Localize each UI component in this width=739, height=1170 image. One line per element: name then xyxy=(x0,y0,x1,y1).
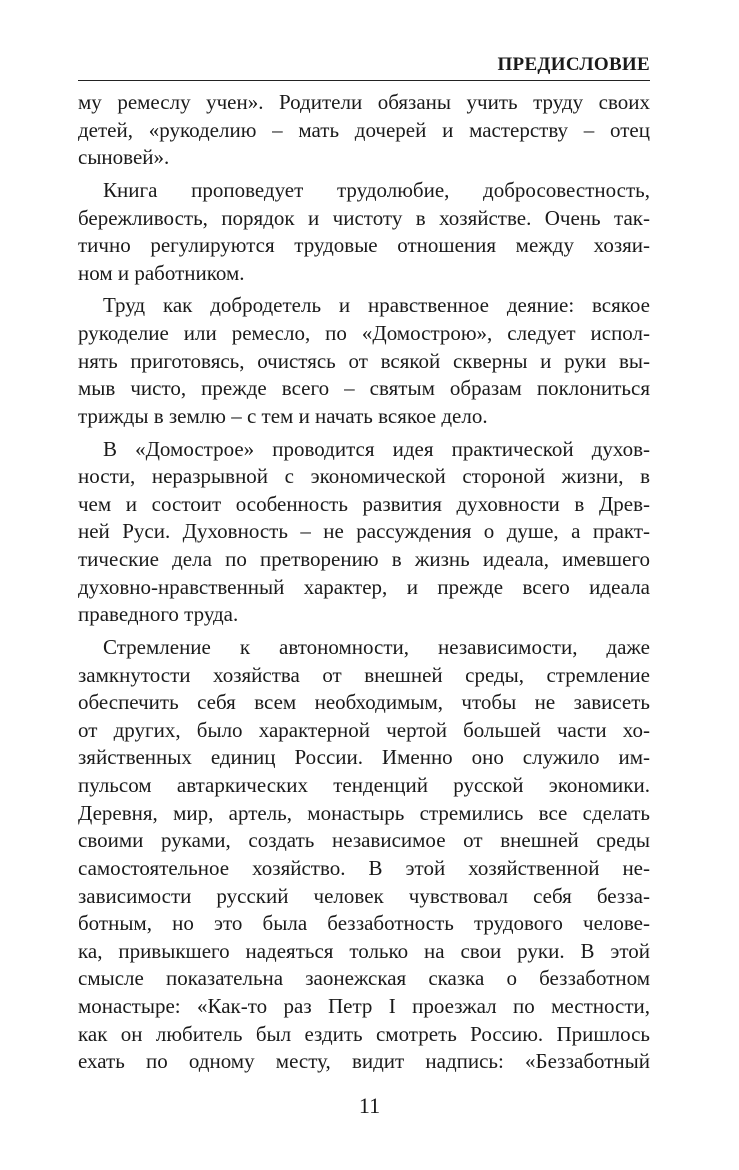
text-line: Книга проповедует трудолюбие, добросовестность, xyxy=(103,177,650,202)
text-line: зависимости русский человек чувствовал себя безза- xyxy=(78,883,650,908)
paragraph xyxy=(78,89,650,172)
text-line: как он любитель был ездить смотреть Россию. Пришлось xyxy=(78,1021,650,1046)
text-line: Деревня, мир, артель, монастырь стремились все сделать xyxy=(78,800,650,825)
text-line: детей, «рукоделию – мать дочерей и мастерству – отец xyxy=(78,117,650,142)
text-line: В «Домострое» проводится идея практической духов- xyxy=(103,436,650,461)
text-line: тично регулируются трудовые отношения между хозяи- xyxy=(78,233,650,258)
paragraph xyxy=(78,177,650,288)
text-line: от других, было характерной чертой большей части хо- xyxy=(78,717,650,742)
running-head-title: ПРЕДИСЛОВИЕ xyxy=(497,54,650,75)
running-head xyxy=(78,50,650,81)
text-line: тические дела по претворению в жизнь идеала, имевшего xyxy=(78,547,650,571)
paragraph xyxy=(78,292,650,430)
text-line: сыновей». xyxy=(78,145,170,170)
text-line: пульсом автаркических тенденций русской экономики. xyxy=(78,773,650,797)
text-line: смысле показательна заонежская сказка о беззаботном xyxy=(78,966,650,991)
text-line: самостоятельное хозяйство. В этой хозяйственной не- xyxy=(78,855,650,880)
page-number: 11 xyxy=(358,1093,381,1118)
text-line: ехать по одному месту, видит надпись: «Беззаботный xyxy=(78,1049,650,1074)
text-line: ном и работником. xyxy=(78,260,245,285)
text-line: духовно-нравственный характер, и прежде всего идеала xyxy=(78,574,650,599)
text-line: ней Руси. Духовность – не рассуждения о душе, а практ- xyxy=(78,519,650,544)
text-line: чем и состоит особенность развития духовности в Древ- xyxy=(78,491,650,516)
paragraph xyxy=(78,436,650,629)
text-line: зяйственных единиц России. Именно оно служило им- xyxy=(78,745,650,770)
text-line: ности, неразрывной с экономической стороной жизни, в xyxy=(78,464,650,489)
text-line: трижды в землю – с тем и начать всякое дело. xyxy=(78,403,488,428)
paragraph xyxy=(78,634,650,1076)
text-line: мыв чисто, прежде всего – святым образам поклониться xyxy=(78,376,650,401)
text-line: му ремеслу учен». Родители обязаны учить труду своих xyxy=(78,90,650,114)
text-line: своими руками, создать независимое от внешней среды xyxy=(78,828,650,853)
text-line: ка, привыкшего надеяться только на свои руки. В этой xyxy=(78,938,650,963)
text-line: рукоделие или ремесло, по «Домострою», следует испол- xyxy=(78,321,650,345)
text-line: замкнутости хозяйства от внешней среды, стремление xyxy=(78,662,650,687)
text-line: бережливость, порядок и чистоту в хозяйстве. Очень так- xyxy=(78,205,650,230)
body-text xyxy=(78,89,650,1076)
text-line: Стремление к автономности, независимости, даже xyxy=(103,634,650,659)
text-line: обеспечить себя всем необходимым, чтобы не зависеть xyxy=(78,690,650,715)
text-line: монастыре: «Как-то раз Петр I проезжал по местности, xyxy=(78,994,650,1018)
text-line: праведного труда. xyxy=(78,602,239,627)
text-line: ботным, но это была беззаботность трудового челове- xyxy=(78,911,650,936)
text-line: Труд как добродетель и нравственное деяние: всякое xyxy=(103,293,650,318)
text-line: нять приготовясь, очистясь от всякой скверны и руки вы- xyxy=(78,348,650,373)
